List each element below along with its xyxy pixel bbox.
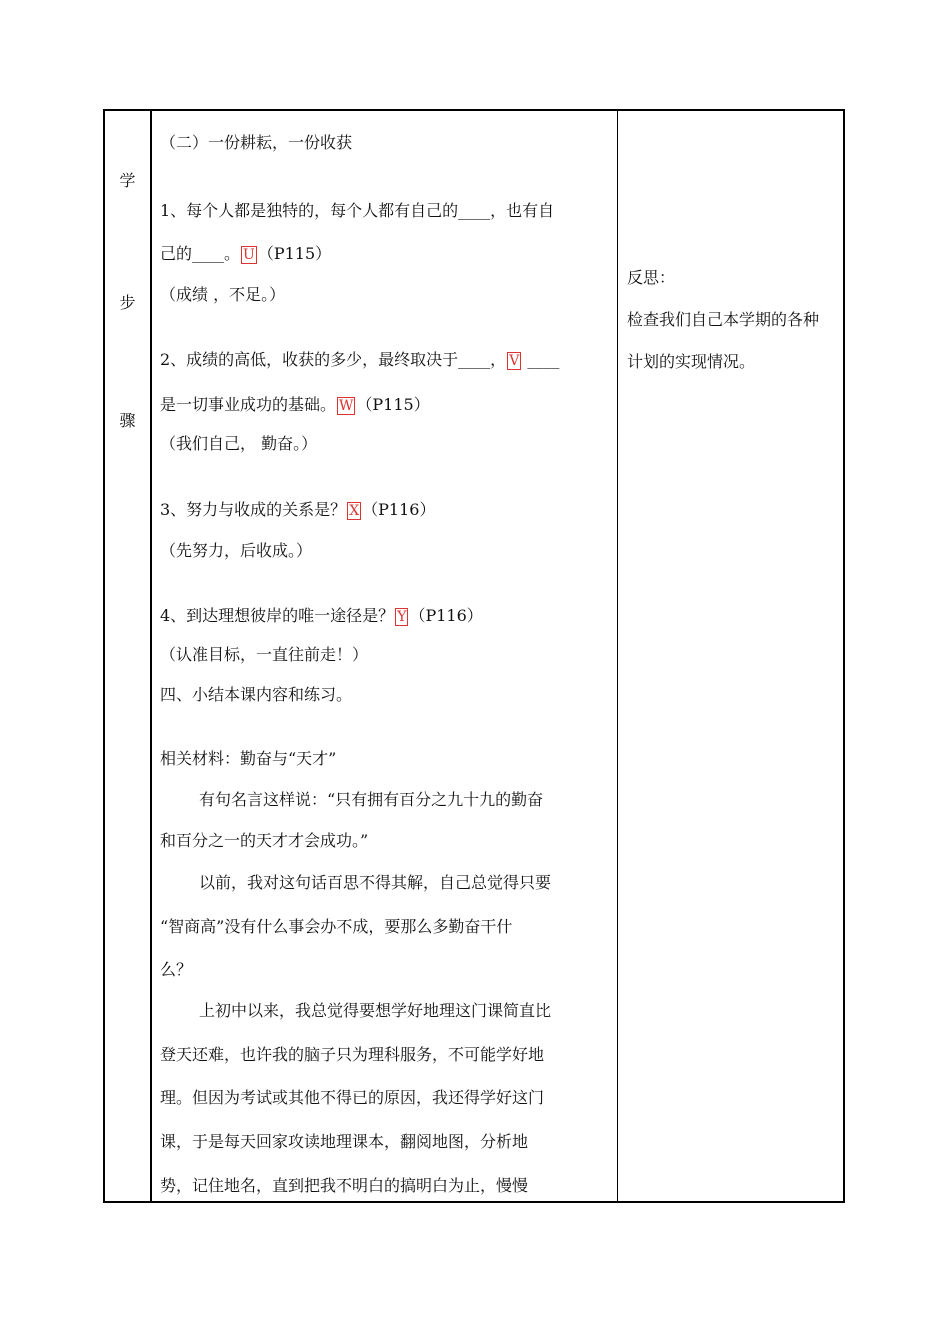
material-line: 登天还难，也许我的脑子只为理科服务，不可能学好地 <box>160 1045 545 1064</box>
annotation-mark-y: Y <box>397 609 407 625</box>
side-label-char-3: 骤 <box>119 411 136 430</box>
question-1-line-2 <box>160 244 331 264</box>
question-2-answer: （我们自己， 勤奋。） <box>160 434 318 453</box>
question-2-text-2: 是一切事业成功的基础。 <box>160 395 337 414</box>
question-4-answer: （认准目标，一直往前走！） <box>160 645 369 664</box>
side-label-char-1: 学 <box>119 171 136 190</box>
material-line: “智商高”没有什么事会办不成，要那么多勤奋干什 <box>160 917 513 936</box>
side-label-char-2: 步 <box>119 293 136 312</box>
material-line: 有句名言这样说：“只有拥有百分之九十九的勤奋 <box>199 790 544 809</box>
page-reference: （P116） <box>362 500 436 519</box>
question-2-line-2 <box>160 395 430 415</box>
column-divider-left <box>150 111 152 1201</box>
question-4 <box>160 606 483 626</box>
summary-line: 四、小结本课内容和练习。 <box>160 685 353 704</box>
annotation-mark-u: U <box>243 247 255 263</box>
question-3-answer: （先努力，后收成。） <box>160 541 313 560</box>
reflection-label: 反思： <box>627 268 676 287</box>
section-title: （二）一份耕耘，一份收获 <box>160 133 353 152</box>
annotation-mark-w: W <box>339 398 354 414</box>
reflection-line-2: 计划的实现情况。 <box>627 352 756 371</box>
annotation-mark-v: V <box>509 353 520 369</box>
material-title: 相关材料：勤奋与“天才” <box>160 749 337 768</box>
question-1-line-1: 1、每个人都是独特的，每个人都有自己的____，也有自 <box>160 201 555 220</box>
question-1-text: 己的____。 <box>160 244 241 263</box>
reflection-line-1: 检查我们自己本学期的各种 <box>627 310 820 329</box>
question-2-line-1 <box>160 350 559 370</box>
material-line: 以前，我对这句话百思不得其解，自己总觉得只要 <box>199 873 552 892</box>
annotation-mark-x: X <box>349 503 360 519</box>
material-line: 么？ <box>160 960 193 979</box>
material-line: 上初中以来，我总觉得要想学好地理这门课简直比 <box>199 1001 552 1020</box>
question-1-answer: （成绩 ，不足。） <box>160 285 286 304</box>
page-reference: （P115） <box>356 395 430 414</box>
question-3-text: 3、努力与收成的关系是？ <box>160 500 347 519</box>
material-line: 和百分之一的天才才会成功。” <box>160 831 369 850</box>
question-3 <box>160 500 435 520</box>
material-line: 势，记住地名，直到把我不明白的搞明白为止，慢慢 <box>160 1176 529 1195</box>
material-line: 课，于是每天回家攻读地理课本，翻阅地图，分析地 <box>160 1132 529 1151</box>
question-2-text: 2、成绩的高低，收获的多少，最终取决于____， <box>160 350 507 369</box>
question-2-blank: ____ <box>522 350 560 369</box>
material-line: 理。但因为考试或其他不得已的原因，我还得学好这门 <box>160 1088 545 1107</box>
page-reference: （P115） <box>257 244 332 263</box>
column-divider-right <box>617 111 618 1201</box>
page-reference: （P116） <box>409 606 483 625</box>
question-4-text: 4、到达理想彼岸的唯一途径是？ <box>160 606 395 625</box>
